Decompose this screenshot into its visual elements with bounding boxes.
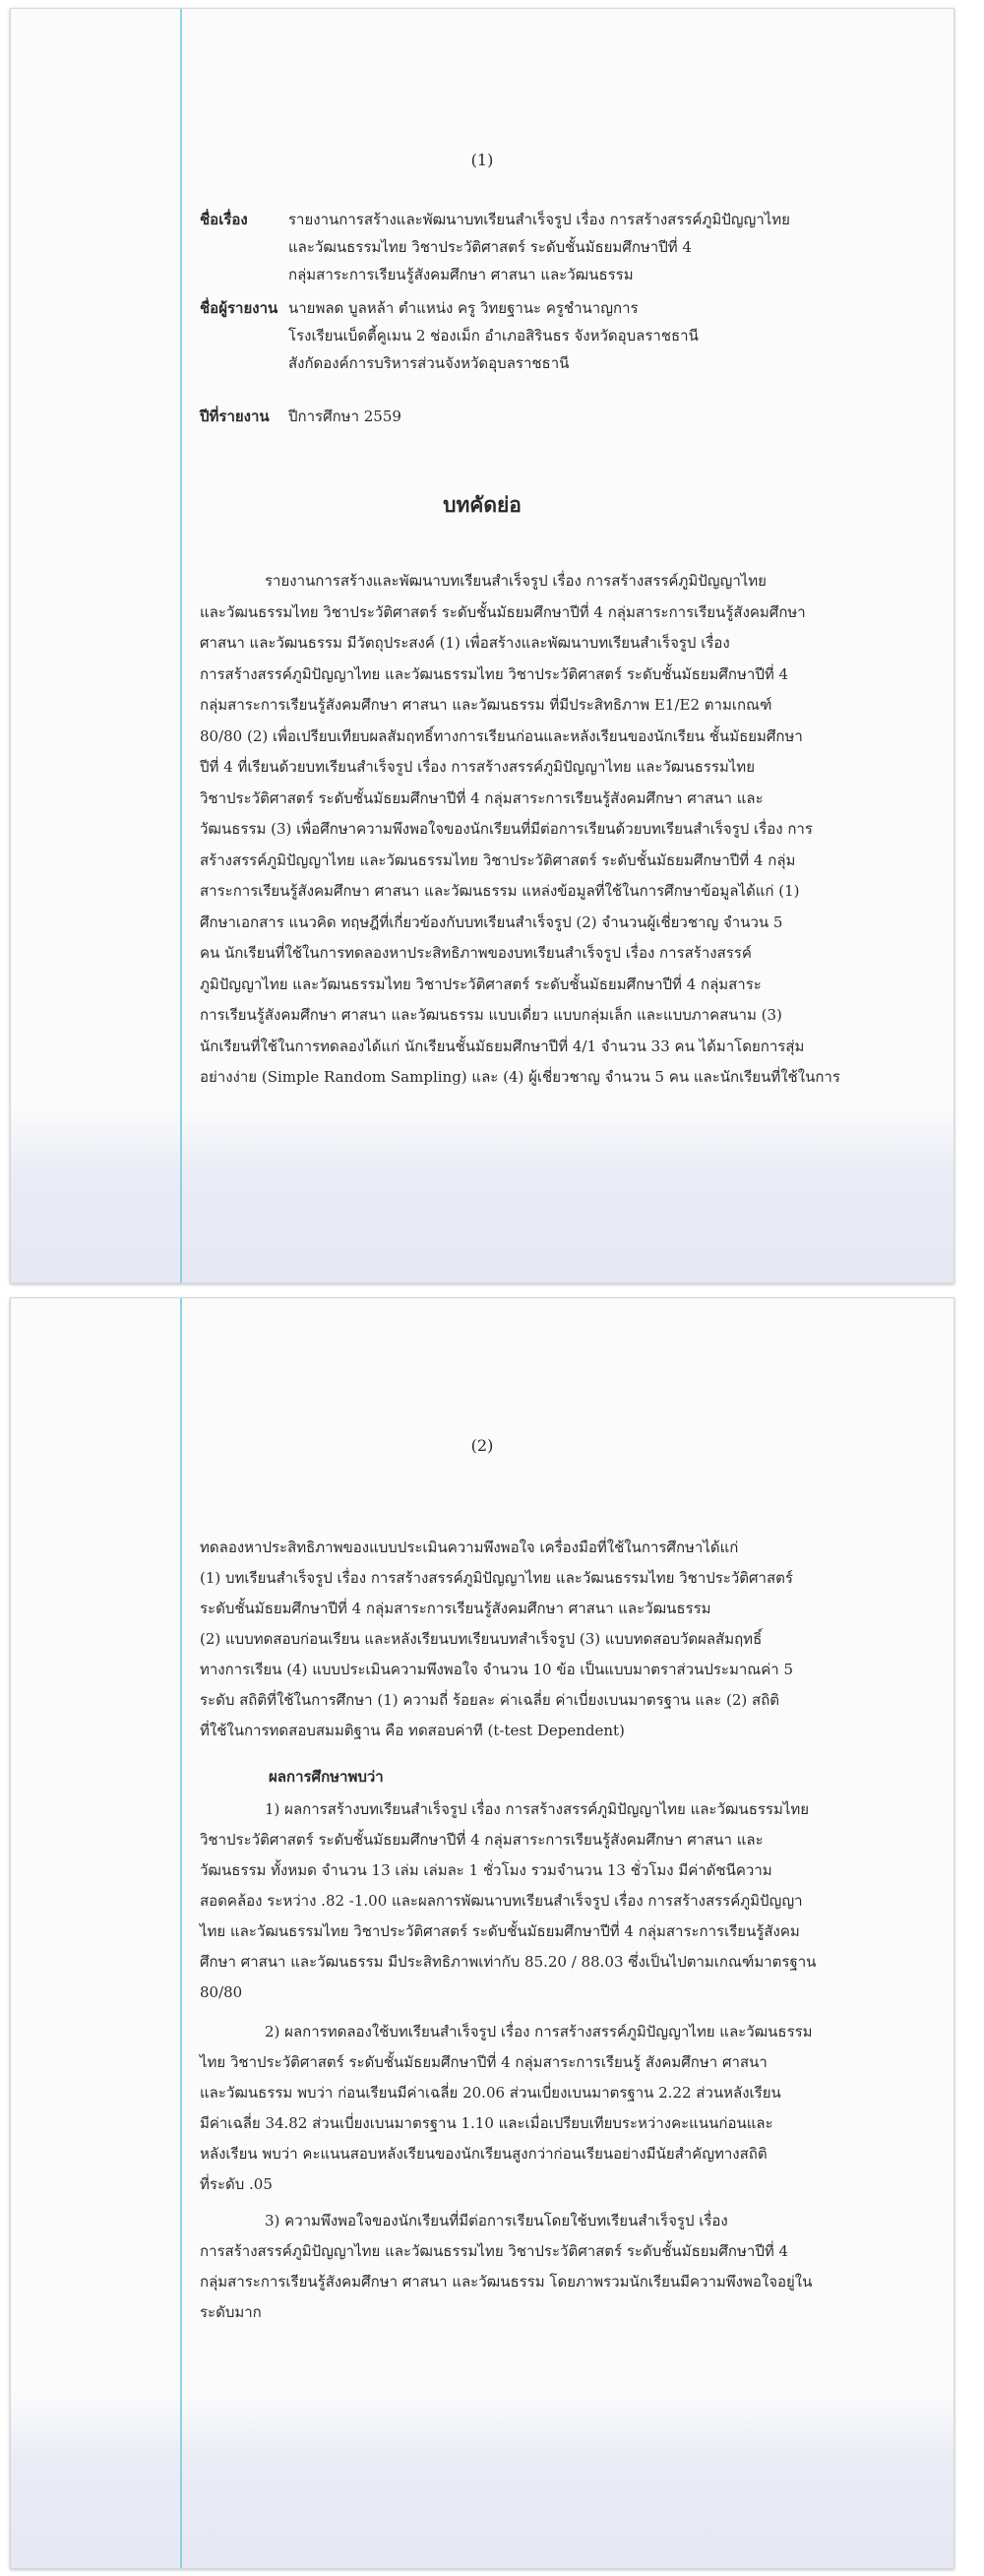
result-line: หลังเรียน พบว่า คะแนนสอบหลังเรียนของนักเรียนสูงกว่าก่อนเรียนอย่างมีนัยสำคัญทางสถิติ bbox=[200, 2145, 768, 2163]
result-line: สอดคล้อง ระหว่าง .82 -1.00 และผลการพัฒนาบทเรียนสำเร็จรูป เรื่อง การสร้างสรรค์ภูมิปัญญา bbox=[200, 1892, 803, 1910]
abstract-line: ศาสนา และวัฒนธรรม มีวัตถุประสงค์ (1) เพื่อสร้างและพัฒนาบทเรียนสำเร็จรูป เรื่อง bbox=[200, 634, 730, 652]
abstract-line: ปีที่ 4 ที่เรียนด้วยบทเรียนสำเร็จรูป เรื่อง การสร้างสรรค์ภูมิปัญญาไทย และวัฒนธรรมไทย bbox=[200, 758, 755, 776]
abstract-line: สาระการเรียนรู้สังคมศึกษา ศาสนา และวัฒนธรรม แหล่งข้อมูลที่ใช้ในการศึกษาข้อมูลได้แก่ (1) bbox=[200, 882, 800, 900]
result-item-2 bbox=[200, 2017, 889, 2200]
field-line: นายพลด บูลหล้า ตำแหน่ง ครู วิทยฐานะ ครูชำนาญการ bbox=[288, 299, 639, 317]
field-line: รายงานการสร้างและพัฒนาบทเรียนสำเร็จรูป เรื่อง การสร้างสรรค์ภูมิปัญญาไทย bbox=[288, 211, 790, 228]
abstract-line: สร้างสรรค์ภูมิปัญญาไทย และวัฒนธรรมไทย วิชาประวัติศาสตร์ ระดับชั้นมัธยมศึกษาปีที่ 4 กลุ่ม bbox=[200, 850, 796, 869]
abstract-paragraph bbox=[200, 566, 889, 1094]
methods-line: (2) แบบทดสอบก่อนเรียน และหลังเรียนบทเรียนบทสำเร็จรูป (3) แบบทดสอบวัดผลสัมฤทธิ์ bbox=[200, 1630, 763, 1648]
abstract-line: กลุ่มสาระการเรียนรู้สังคมศึกษา ศาสนา และวัฒนธรรม ที่มีประสิทธิภาพ E1/E2 ตามเกณฑ์ bbox=[200, 696, 772, 714]
field-value bbox=[288, 294, 908, 377]
methods-line: (1) บทเรียนสำเร็จรูป เรื่อง การสร้างสรรค์ภูมิปัญญาไทย และวัฒนธรรมไทย วิชาประวัติศาสตร์ bbox=[200, 1569, 793, 1587]
result-line: 3) ความพึงพอใจของนักเรียนที่มีต่อการเรียนโดยใช้บทเรียนสำเร็จรูป เรื่อง bbox=[265, 2212, 728, 2230]
abstract-line: การเรียนรู้สังคมศึกษา ศาสนา และวัฒนธรรม แบบเดี่ยว แบบกลุ่มเล็ก และแบบภาคสนาม (3) bbox=[200, 1006, 782, 1024]
document-page-1 bbox=[10, 8, 954, 1284]
result-line: ที่ระดับ .05 bbox=[200, 2175, 273, 2193]
result-line: มีค่าเฉลี่ย 34.82 ส่วนเบี่ยงเบนมาตรฐาน 1.10 และเมื่อเปรียบเทียบระหว่างคะแนนก่อนและ bbox=[200, 2114, 773, 2132]
result-item-1 bbox=[200, 1794, 889, 2008]
field-label: ชื่อเรื่อง bbox=[200, 211, 248, 228]
field-line: โรงเรียนเบ็ดตี้คูเมน 2 ช่องเม็ก อำเภอสิรินธร จังหวัดอุบลราชธานี bbox=[288, 327, 699, 345]
methods-line: ทดลองหาประสิทธิภาพของแบบประเมินความพึงพอใจ เครื่องมือที่ใช้ในการศึกษาได้แก่ bbox=[200, 1539, 739, 1556]
result-line: 2) ผลการทดลองใช้บทเรียนสำเร็จรูป เรื่อง การสร้างสรรค์ภูมิปัญญาไทย และวัฒนธรรม bbox=[265, 2023, 813, 2041]
report-year-field bbox=[200, 403, 908, 430]
scan-shadow bbox=[11, 2391, 953, 2568]
scan-line bbox=[180, 9, 182, 1283]
abstract-line: รายงานการสร้างและพัฒนาบทเรียนสำเร็จรูป เรื่อง การสร้างสรรค์ภูมิปัญญาไทย bbox=[265, 572, 767, 590]
result-line: 1) ผลการสร้างบทเรียนสำเร็จรูป เรื่อง การสร้างสรรค์ภูมิปัญญาไทย และวัฒนธรรมไทย bbox=[265, 1800, 810, 1818]
result-line: การสร้างสรรค์ภูมิปัญญาไทย และวัฒนธรรมไทย วิชาประวัติศาสตร์ ระดับชั้นมัธยมศึกษาปีที่ 4 bbox=[200, 2242, 789, 2260]
results-heading: ผลการศึกษาพบว่า bbox=[269, 1768, 384, 1786]
abstract-line: 80/80 (2) เพื่อเปรียบเทียบผลสัมฤทธิ์ทางการเรียนก่อนและหลังเรียนของนักเรียน ชั้นมัธยมศึกษา bbox=[200, 726, 803, 745]
result-line: ไทย วิชาประวัติศาสตร์ ระดับชั้นมัธยมศึกษาปีที่ 4 กลุ่มสาระการเรียนรู้ สังคมศึกษา ศาสนา bbox=[200, 2053, 768, 2071]
field-line: สังกัดองค์การบริหารส่วนจังหวัดอุบลราชธานี bbox=[288, 354, 570, 372]
field-value bbox=[288, 206, 908, 288]
scan-shadow bbox=[11, 1105, 953, 1283]
result-line: ระดับมาก bbox=[200, 2303, 262, 2321]
abstract-line: วิชาประวัติศาสตร์ ระดับชั้นมัธยมศึกษาปีที่ 4 กลุ่มสาระการเรียนรู้สังคมศึกษา ศาสนา และ bbox=[200, 788, 764, 807]
field-value bbox=[288, 403, 908, 430]
abstract-line: คน นักเรียนที่ใช้ในการทดลองหาประสิทธิภาพของบทเรียนสำเร็จรูป เรื่อง การสร้างสรรค์ bbox=[200, 944, 752, 962]
field-line: ปีการศึกษา 2559 bbox=[288, 408, 401, 425]
methods-line: ที่ใช้ในการทดสอบสมมติฐาน คือ ทดสอบค่าที (t-test Dependent) bbox=[200, 1722, 625, 1739]
methods-line: ระดับชั้นมัธยมศึกษาปีที่ 4 กลุ่มสาระการเรียนรู้สังคมศึกษา ศาสนา และวัฒนธรรม bbox=[200, 1600, 711, 1617]
document-page-2 bbox=[10, 1297, 954, 2569]
field-label: ปีที่รายงาน bbox=[200, 408, 270, 425]
abstract-line: ศึกษาเอกสาร แนวคิด ทฤษฎีที่เกี่ยวข้องกับบทเรียนสำเร็จรูป (2) จำนวนผู้เชี่ยวชาญ จำนวน 5 bbox=[200, 912, 783, 931]
abstract-line: วัฒนธรรม (3) เพื่อศึกษาความพึงพอใจของนักเรียนที่มีต่อการเรียนด้วยบทเรียนสำเร็จรูป เรื่อง การ bbox=[200, 820, 813, 838]
scan-line bbox=[180, 1298, 182, 2568]
field-line: และวัฒนธรรมไทย วิชาประวัติศาสตร์ ระดับชั้นมัธยมศึกษาปีที่ 4 bbox=[288, 238, 692, 256]
reporter-field bbox=[200, 294, 908, 377]
page-number: (2) bbox=[470, 1436, 494, 1455]
result-line: วิชาประวัติศาสตร์ ระดับชั้นมัธยมศึกษาปีที่ 4 กลุ่มสาระการเรียนรู้สังคมศึกษา ศาสนา และ bbox=[200, 1831, 764, 1849]
field-label: ชื่อผู้รายงาน bbox=[200, 299, 278, 317]
methods-line: ระดับ สถิติที่ใช้ในการศึกษา (1) ความถี่ ร้อยละ ค่าเฉลี่ย ค่าเบี่ยงเบนมาตรฐาน และ (2) สถิติ bbox=[200, 1691, 780, 1709]
abstract-line: การสร้างสรรค์ภูมิปัญญาไทย และวัฒนธรรมไทย วิชาประวัติศาสตร์ ระดับชั้นมัธยมศึกษาปีที่ 4 bbox=[200, 664, 789, 683]
result-item-3 bbox=[200, 2206, 889, 2328]
methods-line: ทางการเรียน (4) แบบประเมินความพึงพอใจ จำนวน 10 ข้อ เป็นแบบมาตราส่วนประมาณค่า 5 bbox=[200, 1661, 793, 1678]
result-line: กลุ่มสาระการเรียนรู้สังคมศึกษา ศาสนา และวัฒนธรรม โดยภาพรวมนักเรียนมีความพึงพอใจอยู่ใน bbox=[200, 2273, 813, 2291]
result-line: และวัฒนธรรม พบว่า ก่อนเรียนมีค่าเฉลี่ย 20.06 ส่วนเบี่ยงเบนมาตรฐาน 2.22 ส่วนหลังเรียน bbox=[200, 2084, 781, 2102]
page-number: (1) bbox=[470, 151, 494, 169]
field-line: กลุ่มสาระการเรียนรู้สังคมศึกษา ศาสนา และวัฒนธรรม bbox=[288, 266, 634, 283]
result-line: ไทย และวัฒนธรรมไทย วิชาประวัติศาสตร์ ระดับชั้นมัธยมศึกษาปีที่ 4 กลุ่มสาระการเรียนรู้สังคม bbox=[200, 1922, 800, 1940]
result-line: 80/80 bbox=[200, 1983, 243, 2001]
methods-paragraph bbox=[200, 1533, 889, 1746]
abstract-line: ภูมิปัญญาไทย และวัฒนธรรมไทย วิชาประวัติศาสตร์ ระดับชั้นมัธยมศึกษาปีที่ 4 กลุ่มสาระ bbox=[200, 974, 762, 993]
abstract-line: นักเรียนที่ใช้ในการทดลองได้แก่ นักเรียนชั้นมัธยมศึกษาปีที่ 4/1 จำนวน 33 คน ได้มาโดยการสุ่ม bbox=[200, 1037, 805, 1055]
abstract-line: อย่างง่าย (Simple Random Sampling) และ (4) ผู้เชี่ยวชาญ จำนวน 5 คน และนักเรียนที่ใช้ในการ bbox=[200, 1068, 840, 1086]
result-line: วัฒนธรรม ทั้งหมด จำนวน 13 เล่ม เล่มละ 1 ชั่วโมง รวมจำนวน 13 ชั่วโมง มีค่าดัชนีความ bbox=[200, 1861, 772, 1879]
title-field bbox=[200, 206, 908, 288]
abstract-title: บทคัดย่อ bbox=[443, 492, 522, 517]
abstract-line: และวัฒนธรรมไทย วิชาประวัติศาสตร์ ระดับชั้นมัธยมศึกษาปีที่ 4 กลุ่มสาระการเรียนรู้สังคมศึกษา bbox=[200, 602, 806, 621]
result-line: ศึกษา ศาสนา และวัฒนธรรม มีประสิทธิภาพเท่ากับ 85.20 / 88.03 ซึ่งเป็นไปตามเกณฑ์มาตรฐาน bbox=[200, 1953, 817, 1971]
